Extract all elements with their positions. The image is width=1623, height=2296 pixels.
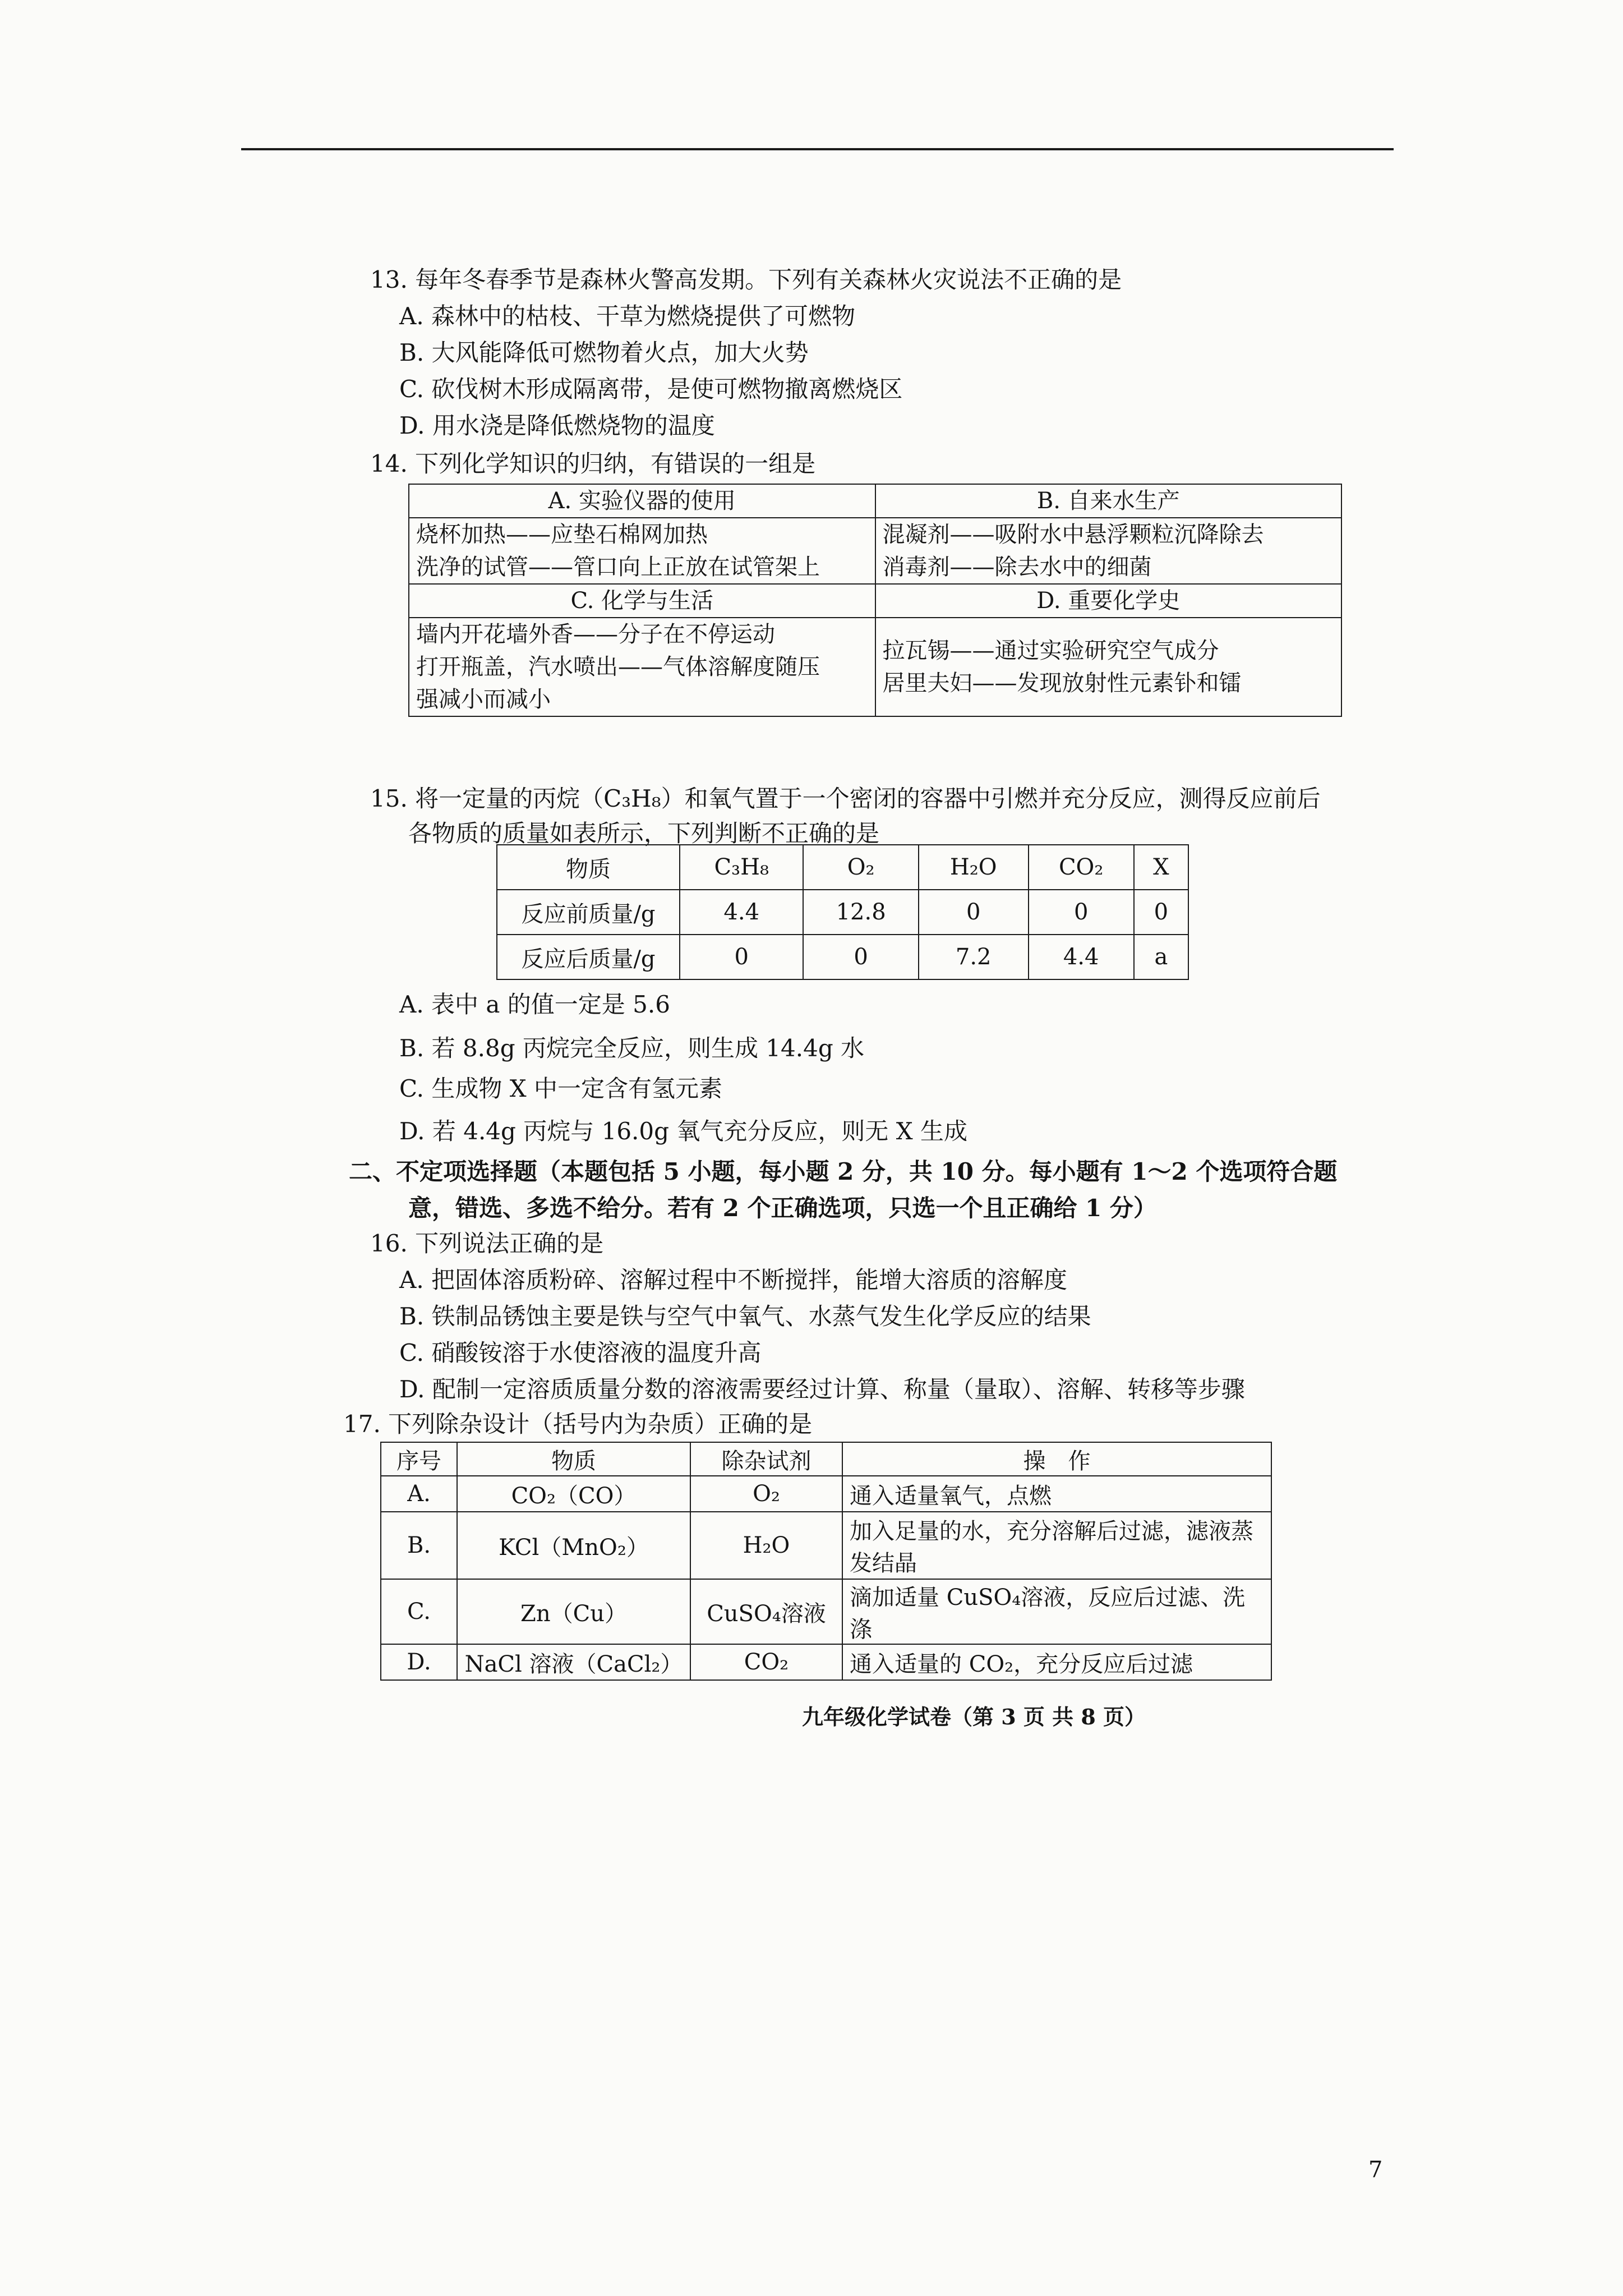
q14-stem: 14. 下列化学知识的归纳，有错误的一组是 — [370, 450, 816, 477]
q15-header-cell: O₂ — [803, 845, 918, 890]
q15-option-d: D. 若 4.4g 丙烷与 16.0g 氧气充分反应，则无 X 生成 — [399, 1117, 967, 1145]
q14-table — [408, 484, 1342, 717]
q17-substance: NaCl 溶液（CaCl₂） — [457, 1644, 690, 1680]
q15-row-label: 反应后质量/g — [497, 935, 680, 979]
page-number: 7 — [1368, 2157, 1383, 2183]
q17-substance: KCl（MnO₂） — [457, 1512, 690, 1579]
q14-d-line: 居里夫妇——发现放射性元素钋和镭 — [882, 670, 1242, 696]
q14-cell-c — [409, 618, 875, 716]
q13-option-d: D. 用水浇是降低燃烧物的温度 — [399, 412, 715, 439]
q15-header-cell: X — [1134, 845, 1188, 890]
q14-c-line: 打开瓶盖，汽水喷出——气体溶解度随压 — [416, 654, 820, 680]
q14-cell-d-title: D. 重要化学史 — [875, 584, 1342, 618]
q17-table — [380, 1442, 1272, 1681]
q16-option-c: C. 硝酸铵溶于水使溶液的温度升高 — [399, 1339, 762, 1366]
q13-option-c: C. 砍伐树木形成隔离带，是使可燃物撤离燃烧区 — [399, 375, 903, 403]
q17-operation: 滴加适量 CuSO₄溶液，反应后过滤、洗涤 — [842, 1579, 1271, 1644]
q17-substance: Zn（Cu） — [457, 1579, 690, 1644]
q15-header-cell: CO₂ — [1029, 845, 1134, 890]
q14-d-line: 拉瓦锡——通过实验研究空气成分 — [882, 638, 1219, 664]
q15-value-cell: 0 — [1134, 890, 1188, 935]
q17-header-cell: 物质 — [457, 1442, 690, 1476]
q17-substance: CO₂（CO） — [457, 1476, 690, 1512]
q14-a-line: 烧杯加热——应垫石棉网加热 — [416, 522, 708, 547]
q17-operation-line: 加入足量的水，充分溶解后过滤，滤液蒸 — [850, 1519, 1253, 1544]
q17-header-cell: 序号 — [381, 1442, 457, 1476]
page-footer: 九年级化学试卷（第 3 页 共 8 页） — [802, 1704, 1146, 1729]
q15-value-cell: a — [1134, 935, 1188, 979]
q17-reagent: H₂O — [690, 1512, 842, 1579]
q17-header-cell: 除杂试剂 — [690, 1442, 842, 1476]
q15-header-cell: 物质 — [497, 845, 680, 890]
q14-a-line: 洗净的试管——管口向上正放在试管架上 — [416, 554, 820, 580]
q14-cell-b — [875, 518, 1342, 584]
q17-operation — [842, 1512, 1271, 1579]
q16-option-d: D. 配制一定溶质质量分数的溶液需要经过计算、称量（量取）、溶解、转移等步骤 — [399, 1375, 1245, 1403]
q14-b-line: 混凝剂——吸附水中悬浮颗粒沉降除去 — [882, 522, 1264, 547]
section2-heading-line1: 二、不定项选择题（本题包括 5 小题，每小题 2 分，共 10 分。每小题有 1～2 个选项符合题 — [349, 1158, 1338, 1185]
q15-value-cell: 0 — [803, 935, 918, 979]
q14-cell-b-title: B. 自来水生产 — [875, 484, 1342, 518]
q13-option-b: B. 大风能降低可燃物着火点，加大火势 — [399, 339, 809, 366]
q15-value-cell: 4.4 — [1029, 935, 1134, 979]
q15-value-cell: 7.2 — [919, 935, 1029, 979]
q16-option-b: B. 铁制品锈蚀主要是铁与空气中氧气、水蒸气发生化学反应的结果 — [399, 1303, 1091, 1330]
q17-stem: 17. 下列除杂设计（括号内为杂质）正确的是 — [343, 1410, 813, 1438]
q15-mass-table — [496, 844, 1189, 980]
q15-option-b: B. 若 8.8g 丙烷完全反应，则生成 14.4g 水 — [399, 1034, 865, 1062]
q17-row-id: B. — [381, 1512, 457, 1579]
q15-value-cell: 12.8 — [803, 890, 918, 935]
q17-operation-line: 发结晶 — [850, 1550, 917, 1576]
q14-b-line: 消毒剂——除去水中的细菌 — [882, 554, 1152, 580]
q15-value-cell: 0 — [1029, 890, 1134, 935]
q17-reagent: CuSO₄溶液 — [690, 1579, 842, 1644]
q17-operation: 通入适量氧气，点燃 — [842, 1476, 1271, 1512]
q14-cell-d — [875, 618, 1342, 716]
q17-reagent: CO₂ — [690, 1644, 842, 1680]
q15-value-cell: 4.4 — [680, 890, 803, 935]
q17-header-cell: 操 作 — [842, 1442, 1271, 1476]
q15-header-cell: C₃H₈ — [680, 845, 803, 890]
q15-option-a: A. 表中 a 的值一定是 5.6 — [399, 991, 670, 1018]
q15-stem-line2: 各物质的质量如表所示，下列判断不正确的是 — [408, 820, 880, 847]
q17-row-id: D. — [381, 1644, 457, 1680]
q15-value-cell: 0 — [680, 935, 803, 979]
q14-c-line: 墙内开花墙外香——分子在不停运动 — [416, 622, 775, 647]
q15-stem-line1: 15. 将一定量的丙烷（C₃H₈）和氧气置于一个密闭的容器中引燃并充分反应，测得反应前后 — [370, 785, 1321, 812]
section2-heading-line2: 意，错选、多选不给分。若有 2 个正确选项，只选一个且正确给 1 分） — [408, 1194, 1157, 1222]
q15-row-label: 反应前质量/g — [497, 890, 680, 935]
q15-value-cell: 0 — [919, 890, 1029, 935]
q17-row-id: C. — [381, 1579, 457, 1644]
q17-operation: 通入适量的 CO₂，充分反应后过滤 — [842, 1644, 1271, 1680]
q17-reagent: O₂ — [690, 1476, 842, 1512]
q17-row-id: A. — [381, 1476, 457, 1512]
q13-option-a: A. 森林中的枯枝、干草为燃烧提供了可燃物 — [399, 302, 856, 330]
q14-cell-c-title: C. 化学与生活 — [409, 584, 875, 618]
q14-c-line: 强减小而减小 — [416, 687, 551, 712]
q15-option-c: C. 生成物 X 中一定含有氢元素 — [399, 1075, 722, 1102]
header-rule — [241, 148, 1394, 150]
q13-stem: 13. 每年冬春季节是森林火警高发期。下列有关森林火灾说法不正确的是 — [370, 266, 1122, 293]
q14-cell-a-title: A. 实验仪器的使用 — [409, 484, 875, 518]
q16-stem: 16. 下列说法正确的是 — [370, 1230, 604, 1257]
q14-cell-a — [409, 518, 875, 584]
q15-header-cell: H₂O — [919, 845, 1029, 890]
q16-option-a: A. 把固体溶质粉碎、溶解过程中不断搅拌，能增大溶质的溶解度 — [399, 1266, 1068, 1294]
